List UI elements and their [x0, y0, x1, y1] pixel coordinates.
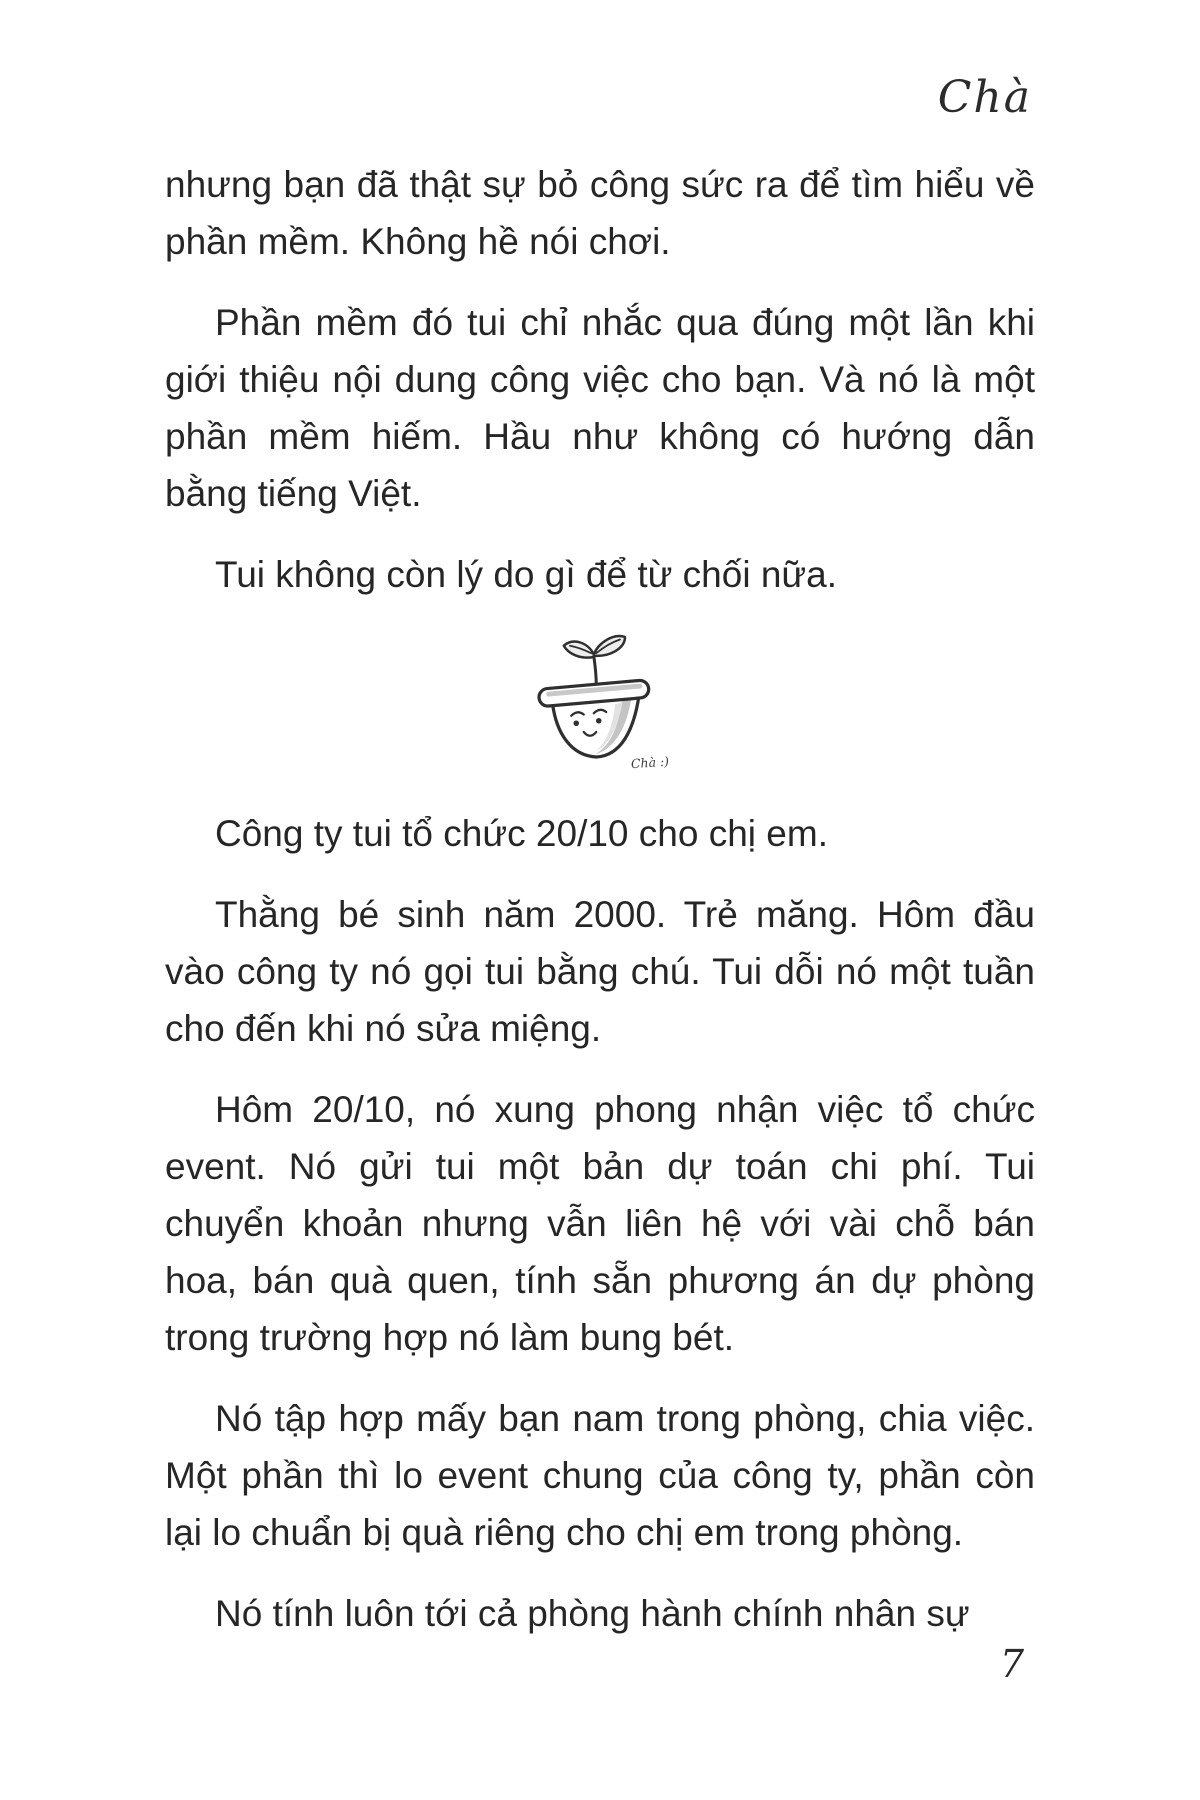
body-text [165, 156, 1035, 1666]
paragraph-6: Hôm 20/10, nó xung phong nhận việc tổ chức event. Nó gửi tui một bản dự toán chi phí. Tui chuyển khoản nhưng vẫn liên hệ với vài chỗ bán hoa, bán quà quen, tính sẵn phương án dự phòng trong trường hợp nó làm bung bét. [165, 1089, 1035, 1358]
paragraph-8: Nó tính luôn tới cả phòng hành chính nhân sự [215, 1593, 970, 1634]
paragraph-1: nhưng bạn đã thật sự bỏ công sức ra để tìm hiểu về phần mềm. Không hề nói chơi. [165, 164, 1035, 262]
paragraph-7: Nó tập hợp mấy bạn nam trong phòng, chia việc. Một phần thì lo event chung của công ty, phần còn lại lo chuẩn bị quà riêng cho chị em trong phòng. [165, 1398, 1035, 1553]
section-break-illustration [165, 627, 1035, 793]
paragraph-4: Công ty tui tổ chức 20/10 cho chị em. [215, 813, 828, 854]
paragraph-3: Tui không còn lý do gì để từ chối nữa. [215, 554, 838, 595]
paragraph-5: Thằng bé sinh năm 2000. Trẻ măng. Hôm đầu vào công ty nó gọi tui bằng chú. Tui dỗi nó một tuần cho đến khi nó sửa miệng. [165, 894, 1035, 1049]
flower-pot-sprout-icon [506, 627, 694, 777]
paragraph-2: Phần mềm đó tui chỉ nhắc qua đúng một lần khi giới thiệu nội dung công việc cho bạn. Và nó là một phần mềm hiếm. Hầu như không có hướng dẫn bằng tiếng Việt. [165, 302, 1035, 514]
running-head: Chà [937, 72, 1032, 123]
page-number: 7 [999, 1642, 1024, 1686]
illustration-signature: Chà :) [630, 753, 670, 772]
